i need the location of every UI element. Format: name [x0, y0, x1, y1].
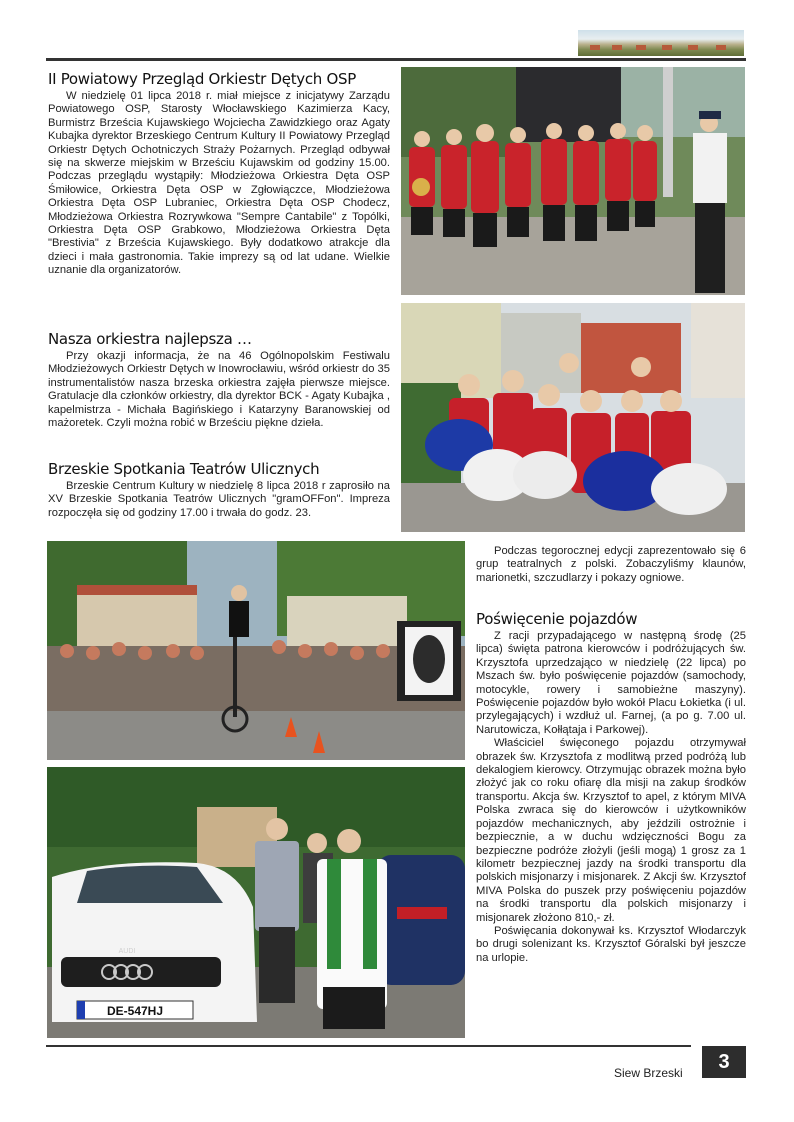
license-plate-text: DE-547HJ [106, 1004, 164, 1018]
article-best-orchestra [48, 330, 390, 430]
article-body: Podczas tegorocznej edycji zaprezentowało się 6 grup teatralnych z polski. Zobaczyliśmy klaunów, marionetki, szczudlarzy i pokazy ogniowe. [476, 545, 746, 584]
article-orchestra-review [48, 70, 390, 278]
article-street-theatre [48, 460, 390, 520]
article-body: W niedzielę 01 lipca 2018 r. miał miejsce z inicjatywy Zarządu Powiatowego OSP, Starosty Włocławskiego Kazimierza Kacy, Burmistrz Brześcia Kujawskiego Wojciecha Zawidzkiego oraz Agaty Kubajka dyrektor Brzeskiego Centrum Kultury II Powiatowy Przegląd Orkiestr Dętych Ochotniczych Straży Pożarnych. Przegląd odbywał się na skwerze miejskim w Brześciu Kujawskim od godziny 15.00. Podczas przeglądu wystąpiły: Młodzieżowa Orkiestra Dęta OSP Śmiłowice, Orkiestra Dęta OSP w Zgłowiączce, Młodzieżowa Orkiestra Dęta OSP Lubraniec, Orkiestra Dęta OSP Chodecz, Młodzieżowa Orkiestra Rozrywkowa "Sempre Cantabile" z Topólki, Orkiestra Dęta OSP Grabkowo, Młodzieżowa Orkiestra Dęta "Brestivia" z Brześcia Kujawskiego. Były dodatkowo atrakcje dla dzieci i mała gastronomia. Takie imprezy są od lat udane. Wielkie uznanie dla organizatorów. [48, 90, 390, 277]
article-paragraph: Poświęcania dokonywał ks. Krzysztof Włodarczyk bo drugi solenizant ks. Krzysztof Góralski był jeszcze na urlopie. [476, 924, 746, 964]
car-logo-text: AUDI [118, 948, 136, 955]
article-paragraph: Z racji przypadającego w następną środę (25 lipca) święta patrona kierowców i podróżujących św. Krzysztofa uprzedzająco w niedzielę (22 lipca) po Mszach św. było poświęcenie pojazdów (samochody, motocykle, rowery i samobieżne maszyny). Poświęcenie pojazdów było wokół Placu Łokietka (i ul. przylegających) i wzdłuż ul. Farnej, (a po g. 7.00 ul. Narutowicza, Kołłątaja i Parkowej). [476, 630, 746, 736]
bottom-rule [46, 1045, 691, 1047]
article-body: Brzeskie Centrum Kultury w niedzielę 8 lipca 2018 r zaprosiło na XV Brzeskie Spotkania Teatrów Ulicznych "gramOFFon". Impreza rozpoczęła się od godziny 17.00 i trwała do godz. 23. [48, 480, 390, 519]
photo-majorettes [401, 303, 745, 532]
article-title: II Powiatowy Przegląd Orkiestr Dętych OSP [48, 70, 356, 88]
article-title: Nasza orkiestra najlepsza … [48, 330, 252, 348]
article-vehicle-blessing [476, 610, 746, 965]
top-rule [46, 58, 746, 61]
article-paragraph: Właściciel święconego pojazdu otrzymywał obrazek św. Krzysztofa z modlitwą przed podróżą lub dekalogiem kierowcy. Otrzymując obrazek można było złożyć jak co roku ofiarę dla misji na zakup środków transportu. Akcja św. Krzysztof to apel, z którym MIVA Polska zwraca się do kierowców i użytkowników pojazdów mechanicznych, aby jeździli ostrożnie i bezpiecznie, a w duchu wdzięczności Bogu za bezpieczne podróże złożyli (jeśli mogą) 1 grosz za 1 kilometr bezpiecznej jazdy na środki transportu dla polskich misjonarzy i misjonarek. Z Akcji św. Krzysztof MIVA Polska do puszek przy poświęceniu pojazdów na środki transportu dla polskich misjonarzy i misjonarek złożono 810,- zł. [476, 737, 746, 924]
article-street-theatre-continued [476, 545, 746, 585]
photo-street-theatre [47, 541, 465, 760]
article-body: Przy okazji informacja, że na 46 Ogólnopolskim Festiwalu Młodzieżowych Orkiestr Dętych w Inowrocławiu, wśród orkiestr do 35 instrumentalistów nasza brzeska orkiestra zajęła pierwsze miejsce. Gratulacje dla członków orkiestry, dla dyrektor BCK - Agaty Kubajka , kapelmistrza - Michała Bagińskiego i Katarzyny Baranowskiej od mażoretek. Czyli można robić w Brześciu piękne dzieła. [48, 350, 390, 430]
page-number: 3 [702, 1046, 746, 1078]
photo-vehicle-blessing [47, 767, 465, 1038]
article-title: Brzeskie Spotkania Teatrów Ulicznych [48, 460, 320, 478]
article-title: Poświęcenie pojazdów [476, 610, 638, 628]
photo-orchestra [401, 67, 745, 295]
publication-name: Siew Brzeski [614, 1066, 683, 1080]
header-town-photo [578, 30, 744, 56]
